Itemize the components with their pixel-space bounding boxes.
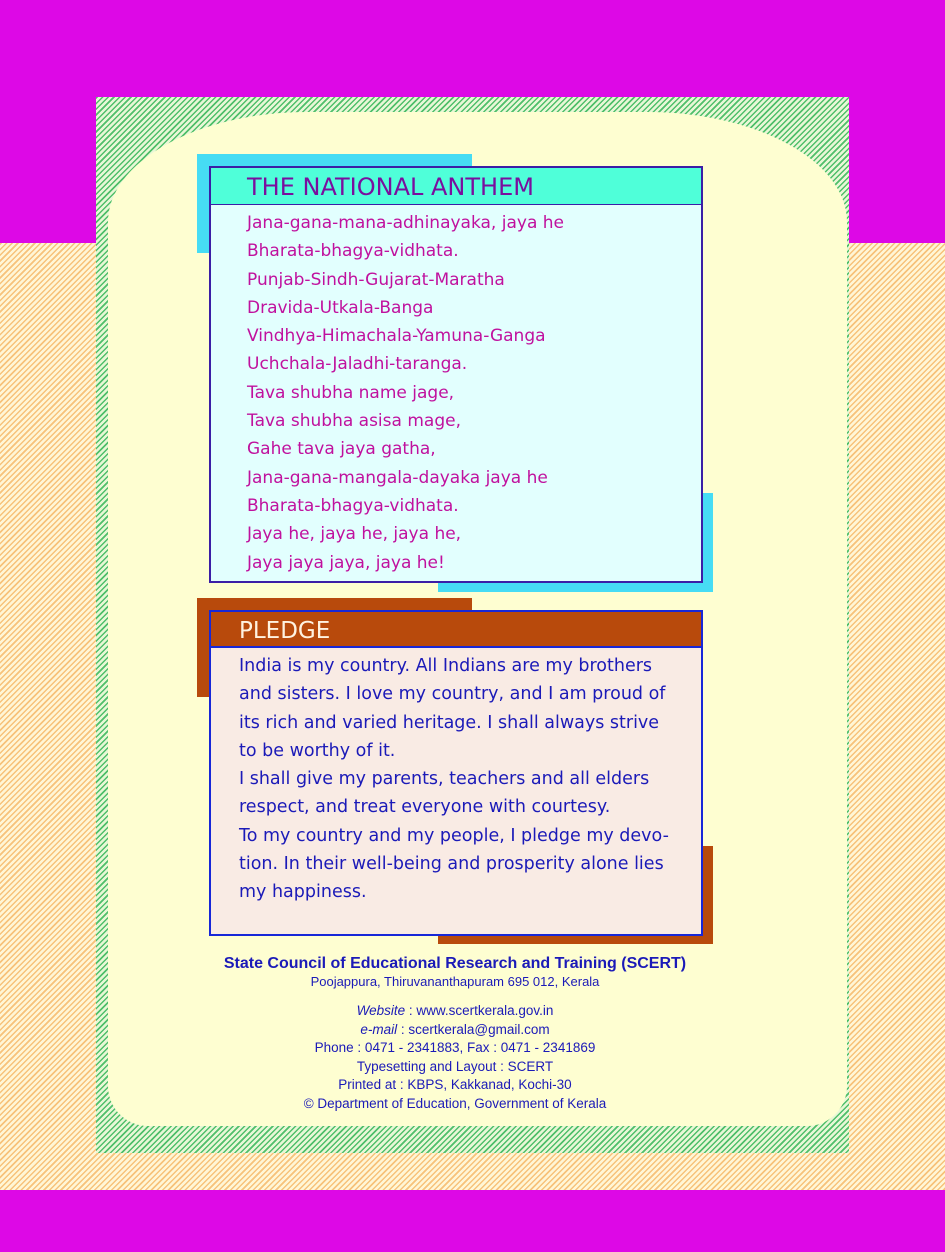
pledge-line: its rich and varied heritage. I shall always strive [239,712,660,733]
publisher-footer [170,954,740,1113]
anthem-line: Jana-gana-mangala-dayaka jaya he [247,467,548,488]
anthem-line: Vindhya-Himachala-Yamuna-Ganga [247,326,546,347]
pledge-line: tion. In their well-being and prosperity alone lies [239,854,664,875]
phone-line: Phone : 0471 - 2341883, Fax : 0471 - 2341869 [314,1040,596,1055]
anthem-line: Uchchala-Jaladhi-taranga. [247,354,468,375]
organization-name: State Council of Educational Research and Training (SCERT) [223,955,687,972]
anthem-line: Jaya he, jaya he, jaya he, [247,524,462,545]
pledge-box [209,610,703,936]
website-label: Website [356,1003,406,1018]
anthem-line: Jaya jaya jaya, jaya he! [247,552,445,573]
printed-line: Printed at : KBPS, Kakkanad, Kochi-30 [338,1077,572,1092]
typesetting-line: Typesetting and Layout : SCERT [356,1058,554,1074]
pledge-text [211,648,701,907]
pledge-line: To my country and my people, I pledge my devo- [239,825,669,846]
pledge-line: India is my country. All Indians are my brothers [239,656,653,676]
anthem-title: THE NATIONAL ANTHEM [211,168,701,205]
anthem-line: Punjab-Sindh-Gujarat-Maratha [247,269,505,290]
anthem-line: Bharata-bhagya-vidhata. [247,495,459,516]
pledge-line: respect, and treat everyone with courtesy. [239,797,611,818]
bottom-magenta-band [0,1190,945,1252]
pledge-line: my happiness. [239,882,367,903]
pledge-line: to be worthy of it. [239,740,396,761]
website-line [170,1002,740,1021]
pledge-line: and sisters. I love my country, and I am proud of [239,684,666,705]
anthem-line: Gahe tava jaya gatha, [247,439,436,460]
website-link[interactable]: : www.scertkerala.gov.in [405,1003,554,1018]
anthem-line: Dravida-Utkala-Banga [247,297,434,318]
email-link[interactable]: : scertkerala@gmail.com [397,1021,550,1037]
anthem-line: Tava shubha asisa mage, [247,411,461,432]
organization-address: Poojappura, Thiruvananthapuram 695 012, Kerala [310,974,600,989]
pledge-title: PLEDGE [211,612,701,648]
copyright-line: © Department of Education, Government of Kerala [303,1095,607,1111]
anthem-line: Bharata-bhagya-vidhata. [247,241,459,262]
anthem-line: Tava shubha name jage, [247,382,455,403]
pledge-line: I shall give my parents, teachers and all elders [239,769,650,790]
email-label: e-mail [360,1021,398,1037]
email-line [170,1021,740,1040]
anthem-lyrics [211,205,701,577]
national-anthem-box [209,166,703,583]
anthem-line: Jana-gana-mana-adhinayaka, jaya he [247,213,564,233]
